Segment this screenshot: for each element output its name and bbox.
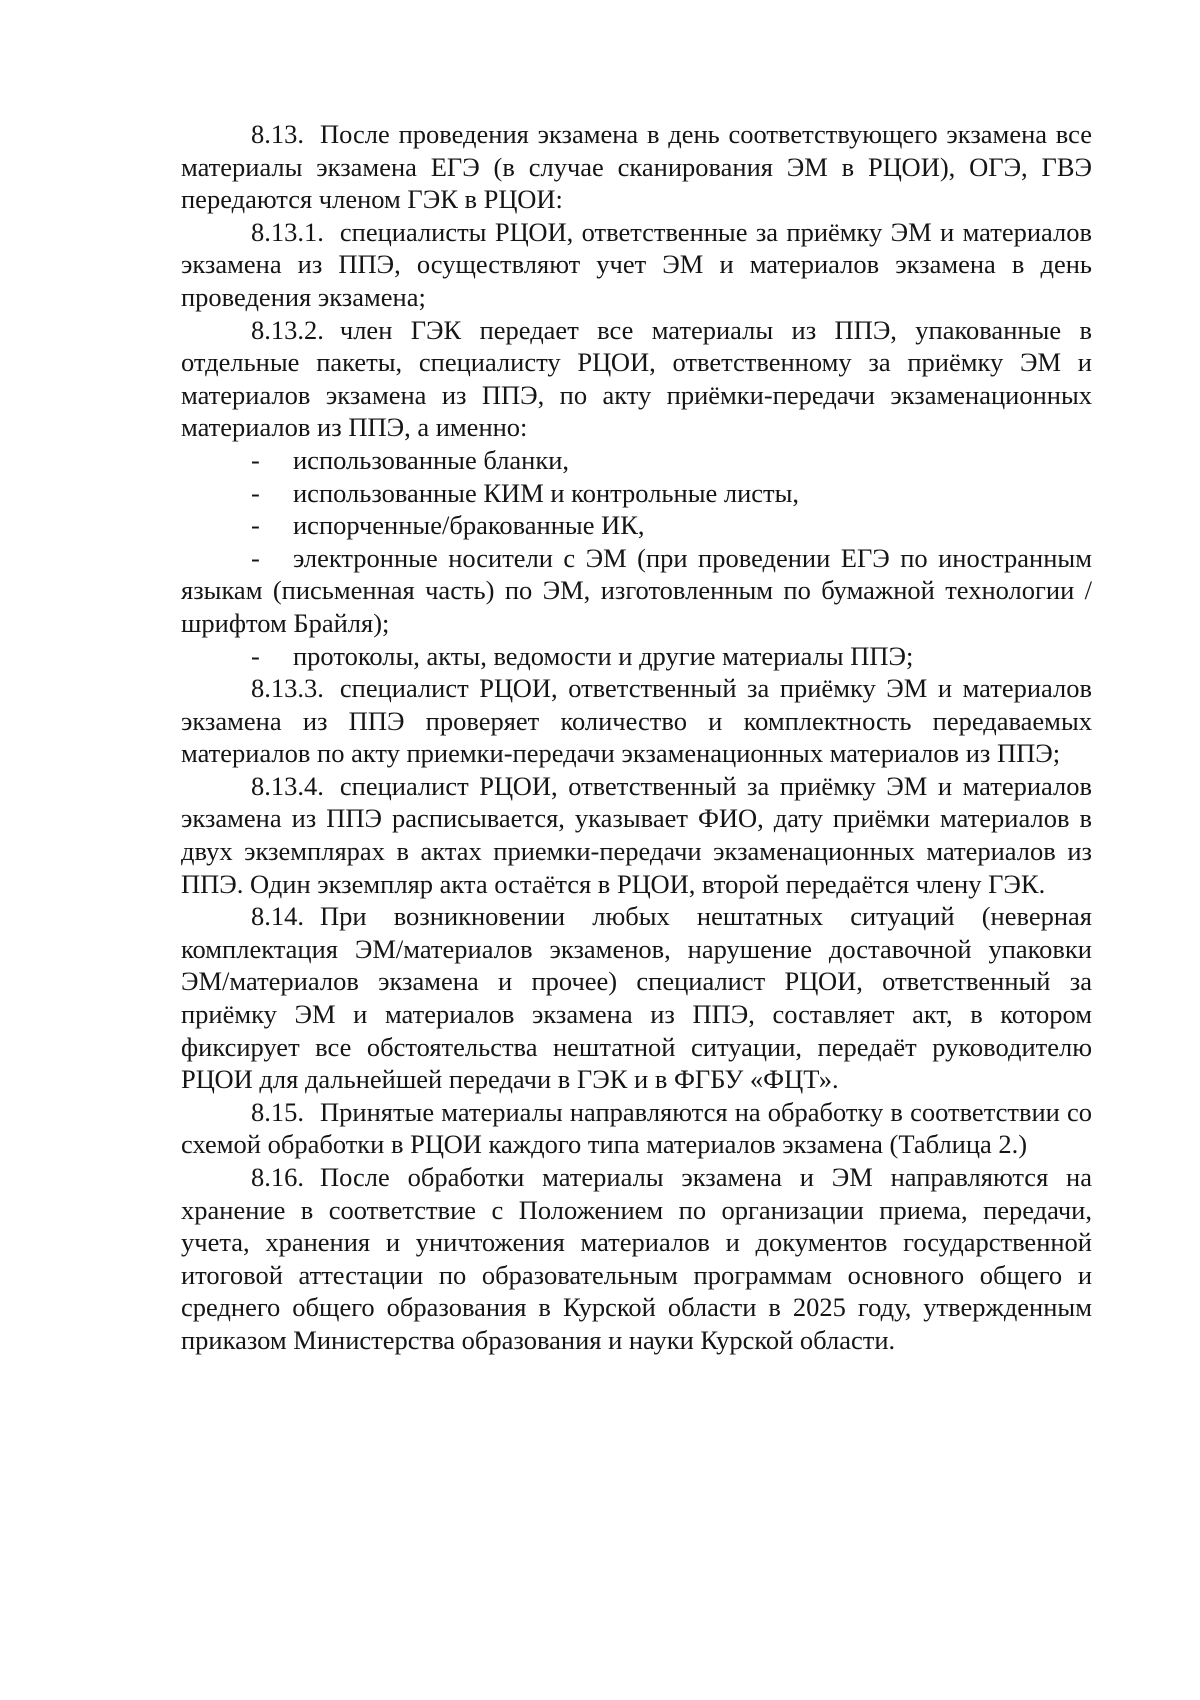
list-item xyxy=(181,477,1092,510)
paragraph-text: специалисты РЦОИ, ответственные за приёмку ЭМ и материалов экзамена из ППЭ, осуществляют учет ЭМ и материалов экзамена в день проведения экзамена; xyxy=(181,216,1092,312)
list-item-text: электронные носители с ЭМ (при проведении ЕГЭ по иностранным языкам (письменная часть) по ЭМ, изготовленным по бумажной технологии / шрифтом Брайля); xyxy=(181,542,1092,638)
paragraph-number: 8.13. xyxy=(251,119,304,149)
paragraph-text: После обработки материалы экзамена и ЭМ направляются на хранение в соответствие с Положением по организации приема, передачи, учета, хранения и уничтожения материалов и документов государственной итоговой аттестации по образовательным программам основного общего и среднего общего образования в Курской области в 2025 году, утвержденным приказом Министерства образования и науки Курской области. xyxy=(181,1162,1092,1355)
list-item-text: использованные бланки, xyxy=(293,444,570,475)
document-body xyxy=(181,118,1092,1357)
paragraph-number: 8.16. xyxy=(251,1162,304,1192)
list-item-text: испорченные/бракованные ИК, xyxy=(293,510,645,541)
paragraph-number: 8.15. xyxy=(251,1096,304,1127)
list-dash: - xyxy=(251,510,260,541)
paragraph-8-13 xyxy=(181,118,1092,216)
paragraph-8-15 xyxy=(181,1096,1092,1161)
list-dash: - xyxy=(251,477,260,508)
list-dash: - xyxy=(251,444,260,475)
paragraph-number: 8.13.1. xyxy=(251,216,324,247)
paragraph-text: специалист РЦОИ, ответственный за приёмку ЭМ и материалов экзамена из ППЭ проверяет количество и комплектность передаваемых материалов по акту приемки-передачи экзаменационных материалов из ППЭ; xyxy=(181,673,1092,769)
paragraph-number: 8.13.2. xyxy=(251,314,324,345)
list-item-text: протоколы, акты, ведомости и другие материалы ППЭ; xyxy=(293,640,914,671)
paragraph-text: Принятые материалы направляются на обработку в соответствии со схемой обработки в РЦОИ каждого типа материалов экзамена (Таблица 2.) xyxy=(181,1096,1092,1160)
paragraph-8-16 xyxy=(181,1161,1092,1357)
list-item xyxy=(181,444,1092,477)
list-item xyxy=(181,542,1092,640)
paragraph-text: специалист РЦОИ, ответственный за приёмку ЭМ и материалов экзамена из ППЭ расписывается, указывает ФИО, дату приёмки материалов в двух экземплярах в актах приемки-передачи экзаменационных материалов из ППЭ. Один экземпляр акта остаётся в РЦОИ, второй передаётся члену ГЭК. xyxy=(181,770,1092,899)
paragraph-8-13-3 xyxy=(181,672,1092,770)
paragraph-text: После проведения экзамена в день соответствующего экзамена все материалы экзамена ЕГЭ (в случае сканирования ЭМ в РЦОИ), ОГЭ, ГВЭ передаются членом ГЭК в РЦОИ: xyxy=(181,119,1092,215)
list-item-text: использованные КИМ и контрольные листы, xyxy=(293,477,800,508)
paragraph-8-13-1 xyxy=(181,216,1092,314)
paragraph-8-13-2 xyxy=(181,314,1092,444)
paragraph-8-13-4 xyxy=(181,770,1092,900)
paragraph-number: 8.14. xyxy=(251,901,304,932)
list-item xyxy=(181,640,1092,673)
paragraph-text: При возникновении любых нештатных ситуаций (неверная комплектация ЭМ/материалов экзаменов, нарушение доставочной упаковки ЭМ/материалов экзамена и прочее) специалист РЦОИ, ответственный за приёмку ЭМ и материалов экзамена из ППЭ, составляет акт, в котором фиксирует все обстоятельства нештатной ситуации, передаёт руководителю РЦОИ для дальнейшей передачи в ГЭК и в ФГБУ «ФЦТ». xyxy=(181,901,1092,1095)
list-dash: - xyxy=(251,542,260,573)
paragraph-text: член ГЭК передает все материалы из ППЭ, упакованные в отдельные пакеты, специалисту РЦОИ, ответственному за приёмку ЭМ и материалов экзамена из ППЭ, по акту приёмки-передачи экзаменационных материалов из ППЭ, а именно: xyxy=(181,314,1092,443)
list-dash: - xyxy=(251,640,260,671)
paragraph-number: 8.13.3. xyxy=(251,673,324,704)
paragraph-number: 8.13.4. xyxy=(251,770,324,801)
paragraph-8-14 xyxy=(181,900,1092,1096)
list-item xyxy=(181,509,1092,542)
